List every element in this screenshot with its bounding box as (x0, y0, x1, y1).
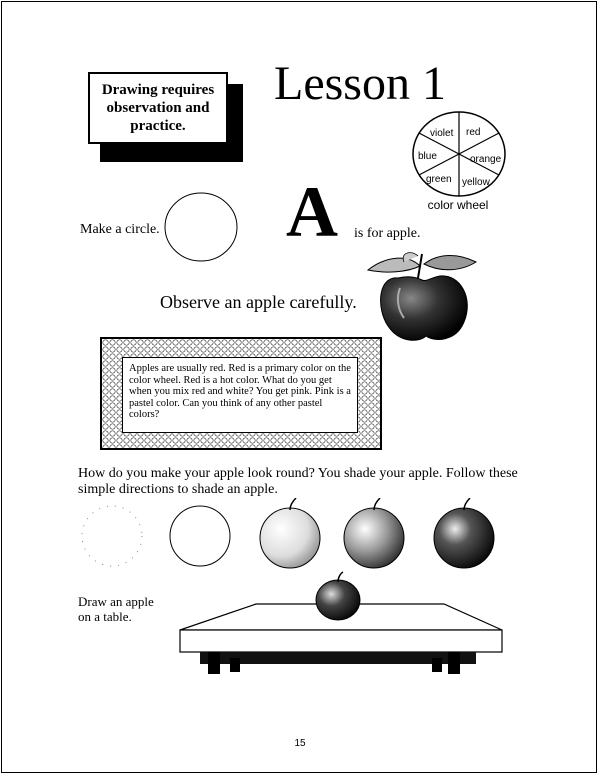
color-wheel-caption: color wheel (427, 198, 489, 212)
apple-on-table-illustration (176, 570, 506, 682)
big-letter-a: A (286, 172, 338, 252)
draw-table-line-2: on a table. (78, 609, 132, 624)
fact-box-text: Apples are usually red. Red is a primary color on the color wheel. Red is a hot color. What do you get when you mix red and white? You get pink. Pink is a pastel color. Can you think of any other pastel colors? (129, 363, 351, 420)
observe-text: Observe an apple carefully. (160, 292, 357, 312)
shading-step-3 (260, 498, 320, 568)
wheel-label-blue: blue (418, 151, 437, 162)
title-box-text: Drawing requires observation and practice. (101, 82, 215, 134)
wheel-label-yellow: yellow (462, 177, 490, 188)
shading-step-1 (82, 506, 142, 566)
title-box (88, 72, 228, 144)
shading-step-4 (344, 498, 404, 568)
page-number: 15 (294, 738, 306, 749)
wheel-label-violet: violet (430, 128, 454, 139)
wheel-label-red: red (466, 127, 481, 138)
shading-step-5 (434, 498, 494, 568)
color-wheel (408, 108, 512, 202)
wheel-label-orange: orange (470, 154, 502, 165)
apple-with-leaves-illustration (356, 248, 486, 348)
draw-table-prompt (78, 594, 154, 624)
apple-shading-steps (80, 498, 520, 578)
shading-step-2 (170, 506, 230, 566)
fact-box (122, 357, 358, 433)
lesson-title: Lesson 1 (274, 57, 446, 110)
wheel-label-green: green (426, 174, 452, 185)
is-for-apple: is for apple. (354, 226, 421, 241)
circle-prompt: Make a circle. (80, 222, 160, 237)
draw-table-line-1: Draw an apple (78, 594, 154, 609)
circle-drawing (162, 190, 242, 266)
shading-directions: How do you make your apple look round? You shade your apple. Follow these simple directions to shade an apple. (78, 466, 518, 497)
